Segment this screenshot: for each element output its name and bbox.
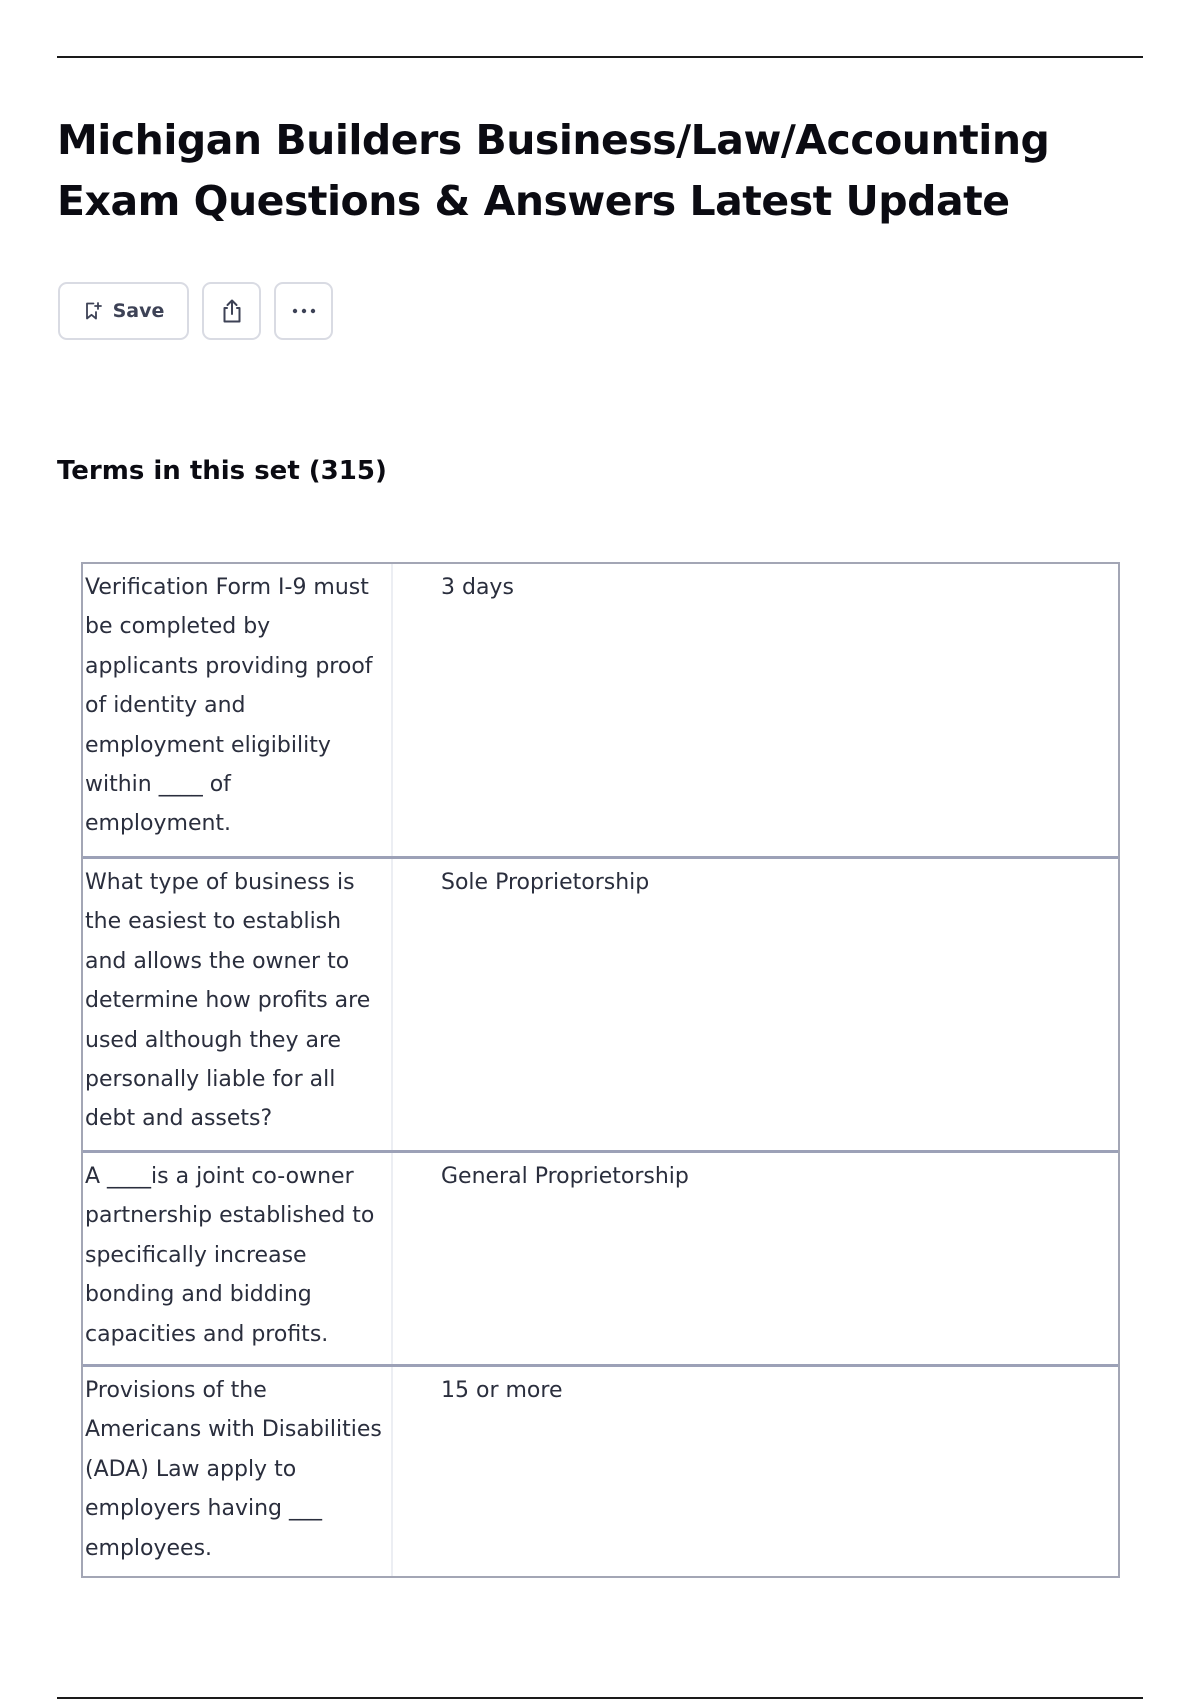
definition-text: General Proprietorship xyxy=(441,1164,689,1189)
term-row[interactable] xyxy=(83,564,1118,856)
terms-table xyxy=(81,562,1120,1578)
share-button[interactable] xyxy=(202,282,261,340)
term-text: What type of business is the easiest to establish and allows the owner to determine how profits are used although they are personally liable for all debt and assets? xyxy=(83,859,393,1150)
definition-text: 3 days xyxy=(441,575,514,600)
save-button[interactable] xyxy=(58,282,189,340)
bookmark-plus-icon xyxy=(83,301,103,321)
share-icon xyxy=(218,297,246,325)
page-title xyxy=(57,110,1147,232)
page-title-line-1: Michigan Builders Business/Law/Accounting xyxy=(57,116,1050,164)
action-toolbar xyxy=(58,282,333,340)
page-title-line-2: Exam Questions & Answers Latest Update xyxy=(57,177,1010,225)
term-row[interactable] xyxy=(83,1364,1118,1576)
bottom-divider xyxy=(57,1697,1143,1699)
definition-text: Sole Proprietorship xyxy=(441,870,650,895)
more-horizontal-icon xyxy=(290,307,318,315)
terms-heading: Terms in this set (315) xyxy=(57,456,387,486)
term-row[interactable] xyxy=(83,856,1118,1150)
term-row[interactable] xyxy=(83,1150,1118,1364)
top-divider xyxy=(57,56,1143,58)
term-text: Provisions of the Americans with Disabilities (ADA) Law apply to employers having ___ employees. xyxy=(83,1367,393,1576)
term-text: A ____is a joint co-owner partnership established to specifically increase bonding and bidding capacities and profits. xyxy=(83,1153,393,1364)
more-options-button[interactable] xyxy=(274,282,333,340)
term-text: Verification Form I-9 must be completed by applicants providing proof of identity and employment eligibility within ____ of employment. xyxy=(83,564,393,856)
save-button-label: Save xyxy=(112,300,165,322)
definition-text: 15 or more xyxy=(441,1378,563,1403)
